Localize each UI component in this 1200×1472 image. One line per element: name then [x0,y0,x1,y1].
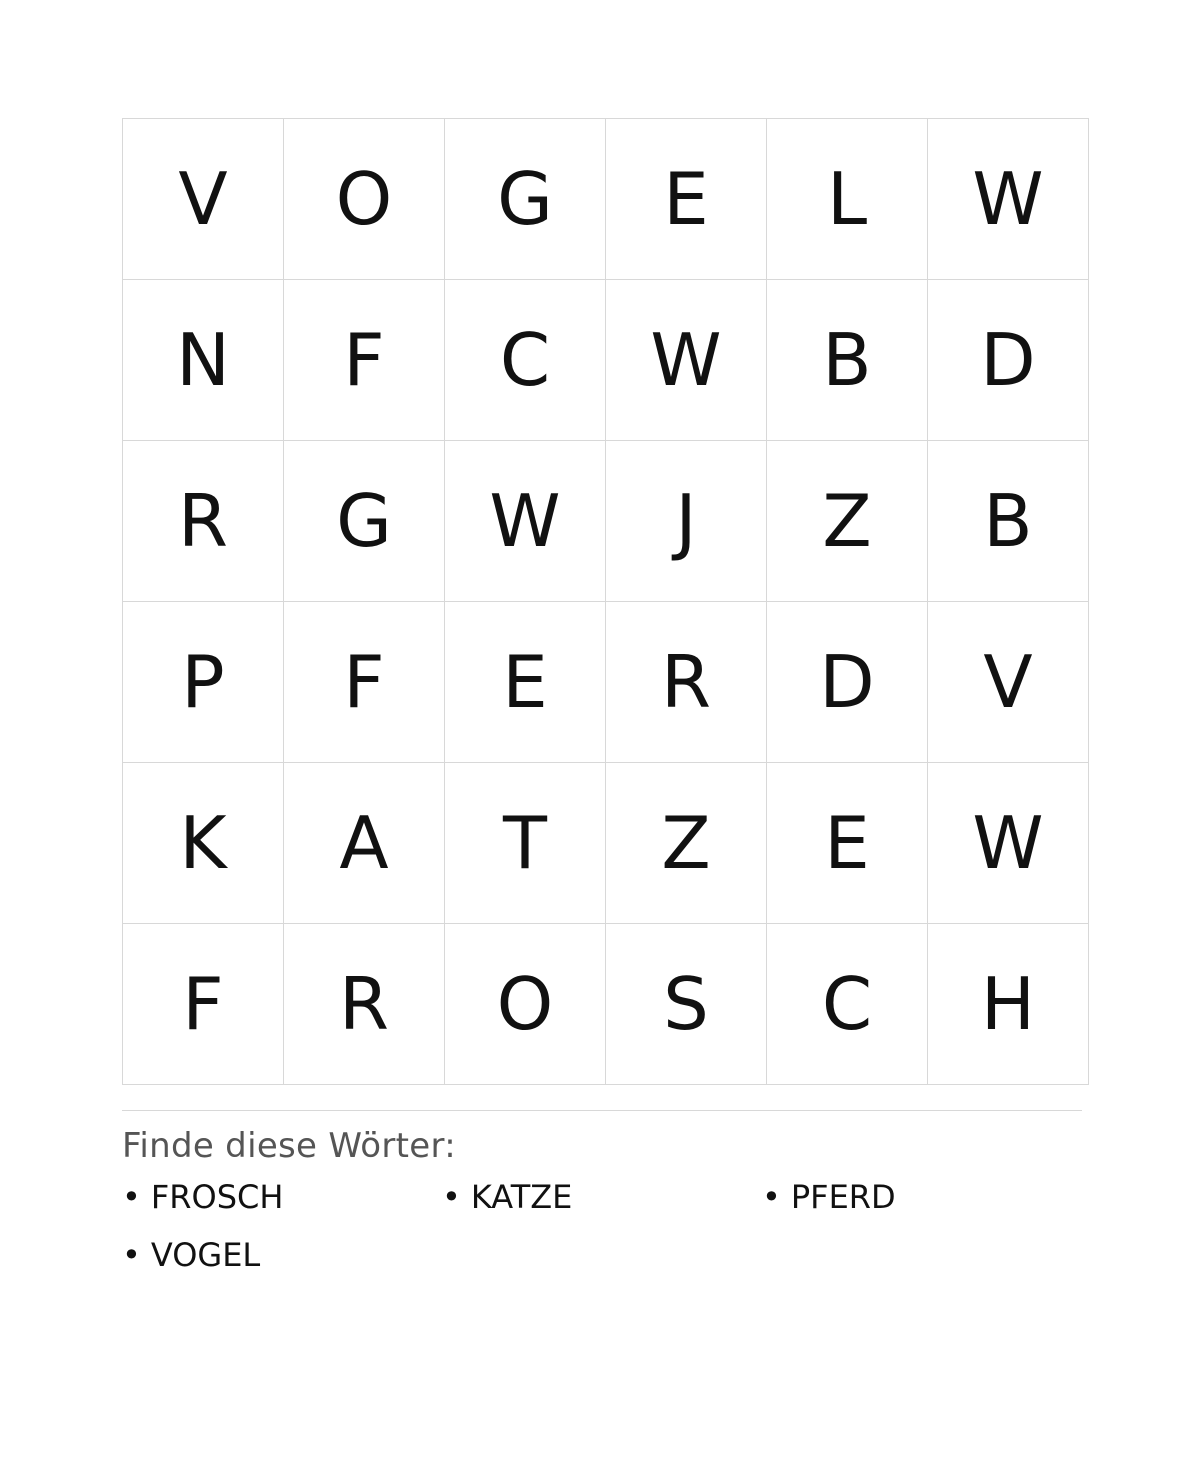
grid-cell[interactable]: E [606,119,767,280]
section-divider [122,1110,1082,1111]
grid-cell[interactable]: F [123,924,284,1085]
grid-cell[interactable]: B [928,441,1089,602]
word-list-item[interactable] [442,1178,762,1216]
letter-grid-container [122,118,1082,1085]
word-list-item[interactable] [122,1178,442,1216]
word-list-row [122,1236,1082,1294]
grid-cell[interactable]: B [767,280,928,441]
grid-cell[interactable]: P [123,602,284,763]
grid-cell[interactable]: V [123,119,284,280]
grid-cell[interactable]: S [606,924,767,1085]
word-label: KATZE [470,1178,573,1216]
grid-cell[interactable]: V [928,602,1089,763]
word-list-item[interactable] [122,1236,442,1274]
word-list-item[interactable] [762,1178,1082,1216]
grid-cell[interactable]: W [928,763,1089,924]
grid-row [123,441,1089,602]
bullet-icon: • [122,1178,141,1216]
word-list [122,1178,1082,1294]
grid-cell[interactable]: D [767,602,928,763]
grid-cell[interactable]: A [284,763,445,924]
grid-cell[interactable]: Z [606,763,767,924]
grid-cell[interactable]: D [928,280,1089,441]
grid-cell[interactable]: F [284,280,445,441]
grid-cell[interactable]: L [767,119,928,280]
grid-cell[interactable]: F [284,602,445,763]
word-list-title: Finde diese Wörter: [122,1126,456,1166]
grid-cell[interactable]: R [606,602,767,763]
grid-cell[interactable]: H [928,924,1089,1085]
grid-cell[interactable]: J [606,441,767,602]
grid-cell[interactable]: N [123,280,284,441]
grid-row [123,119,1089,280]
bullet-icon: • [762,1178,781,1216]
grid-cell[interactable]: W [928,119,1089,280]
bullet-icon: • [442,1178,461,1216]
grid-cell[interactable]: W [606,280,767,441]
grid-cell[interactable]: K [123,763,284,924]
grid-cell[interactable]: C [767,924,928,1085]
grid-cell[interactable]: O [284,119,445,280]
grid-cell[interactable]: R [284,924,445,1085]
grid-cell[interactable]: G [284,441,445,602]
grid-cell[interactable]: R [123,441,284,602]
grid-cell[interactable]: T [445,763,606,924]
word-label: FROSCH [150,1178,284,1216]
word-list-row [122,1178,1082,1236]
grid-cell[interactable]: E [767,763,928,924]
grid-cell[interactable]: W [445,441,606,602]
grid-cell[interactable]: G [445,119,606,280]
grid-row [123,602,1089,763]
grid-cell[interactable]: C [445,280,606,441]
grid-row [123,280,1089,441]
grid-cell[interactable]: E [445,602,606,763]
grid-cell[interactable]: Z [767,441,928,602]
grid-cell[interactable]: O [445,924,606,1085]
word-label: PFERD [790,1178,896,1216]
grid-row [123,763,1089,924]
word-label: VOGEL [150,1236,261,1274]
bullet-icon: • [122,1236,141,1274]
grid-row [123,924,1089,1085]
letter-grid [122,118,1089,1085]
